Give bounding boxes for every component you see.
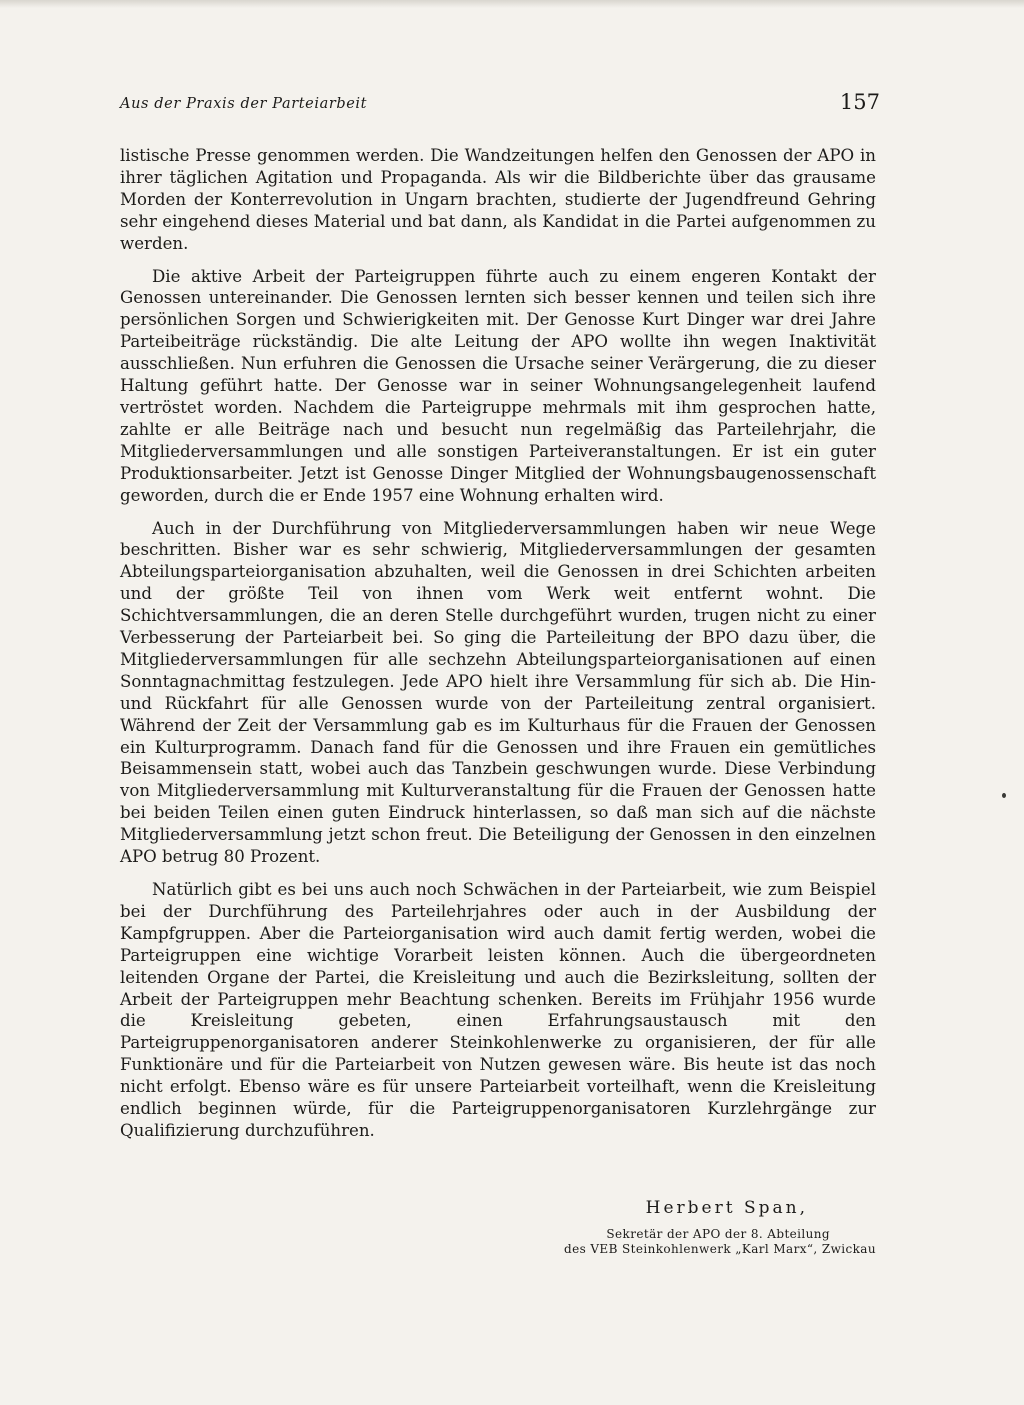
article-body	[120, 145, 876, 1153]
paragraph-2: Die aktive Arbeit der Parteigruppen führte auch zu einem engeren Kontakt der Genossen untereinander. Die Genossen lernten sich besser kennen und teilen sich ihre persönlichen Sorgen und Schwierigkeiten mit. Der Genosse Kurt Dinger war drei Jahre Parteibeiträge rückständig. Die alte Leitung der APO wollte ihn wegen Inaktivität ausschließen. Nun erfuhren die Genossen die Ursache seiner Verärgerung, die zu dieser Haltung geführt hatte. Der Genosse war in seiner Wohnungsangelegenheit laufend vertröstet worden. Nachdem die Parteigruppe mehrmals mit ihm gesprochen hatte, zahlte er alle Beiträge nach und besucht nun regelmäßig das Parteilehrjahr, die Mitgliederversammlungen und alle sonstigen Parteiveranstaltungen. Er ist ein guter Produktionsarbeiter. Jetzt ist Genosse Dinger Mitglied der Wohnungsbaugenossenschaft geworden, durch die er Ende 1957 eine Wohnung erhalten wird.	[120, 266, 876, 505]
running-head: Aus der Praxis der Parteiarbeit	[120, 96, 368, 112]
page-header	[120, 92, 880, 122]
author-title: Sekretär der APO der 8. Abteilung	[606, 1227, 830, 1241]
page-number: 157	[839, 90, 880, 114]
author-name: Herbert Span,	[645, 1198, 808, 1218]
paragraph-3: Auch in der Durchführung von Mitgliederversammlungen haben wir neue Wege beschritten. Bisher war es sehr schwierig, Mitgliederversammlungen der gesamten Abteilungsparteiorganisation abzuhalten, weil die Genossen in drei Schichten arbeiten und der größte Teil von ihnen vom Werk weit entfernt wohnt. Die Schichtversammlungen, die an deren Stelle durchgeführt wurden, trugen nicht zu einer Verbesserung der Parteiarbeit bei. So ging die Parteileitung der BPO dazu über, die Mitgliederversammlungen für alle sechzehn Abteilungsparteiorganisationen auf einen Sonntagnachmittag festzulegen. Jede APO hielt ihre Versammlung für sich ab. Die Hin- und Rückfahrt für alle Genossen wurde von der Parteileitung zentral organisiert. Während der Zeit der Versammlung gab es im Kulturhaus für die Frauen der Genossen ein Kulturprogramm. Danach fand für die Genossen und ihre Frauen ein gemütliches Beisammensein statt, wobei auch das Tanzbein geschwungen wurde. Diese Verbindung von Mitgliederversammlung mit Kulturveranstaltung für die Frauen der Genossen hatte bei beiden Teilen einen guten Eindruck hinterlassen, so daß man sich auf die nächste Mitgliederversammlung jetzt schon freut. Die Beteiligung der Genossen in den einzelnen APO betrug 80 Prozent.	[120, 518, 876, 867]
scan-edge	[0, 0, 1024, 8]
author-affiliation: des VEB Steinkohlenwerk „Karl Marx“, Zwickau	[564, 1242, 876, 1256]
paragraph-4: Natürlich gibt es bei uns auch noch Schwächen in der Parteiarbeit, wie zum Beispiel bei der Durchführung des Parteilehrjahres oder auch in der Ausbildung der Kampfgruppen. Aber die Parteiorganisation wird auch damit fertig werden, wobei die Parteigruppen eine wichtige Vorarbeit leisten können. Auch die übergeordneten leitenden Organe der Partei, die Kreisleitung und auch die Bezirksleitung, sollten der Arbeit der Parteigruppen mehr Beachtung schenken. Bereits im Frühjahr 1956 wurde die Kreisleitung gebeten, einen Erfahrungsaustausch mit den Parteigruppenorganisatoren anderer Steinkohlenwerke zu organisieren, der für alle Funktionäre und für die Parteiarbeit von Nutzen gewesen wäre. Bis heute ist das noch nicht erfolgt. Ebenso wäre es für unsere Parteiarbeit vorteilhaft, wenn die Kreisleitung endlich beginnen würde, für die Parteigruppenorganisatoren Kurzlehrgänge zur Qualifizierung durchzuführen.	[120, 880, 876, 1140]
scan-speck	[1002, 793, 1006, 798]
paragraph-1: listische Presse genommen werden. Die Wandzeitungen helfen den Genossen der APO in ihrer täglichen Agitation und Propaganda. Als wir die Bildberichte über das grausame Morden der Konterrevolution in Ungarn brachten, studierte der Jugendfreund Gehring sehr eingehend dieses Material und bat dann, als Kandidat in die Partei aufgenommen zu werden.	[120, 146, 876, 253]
